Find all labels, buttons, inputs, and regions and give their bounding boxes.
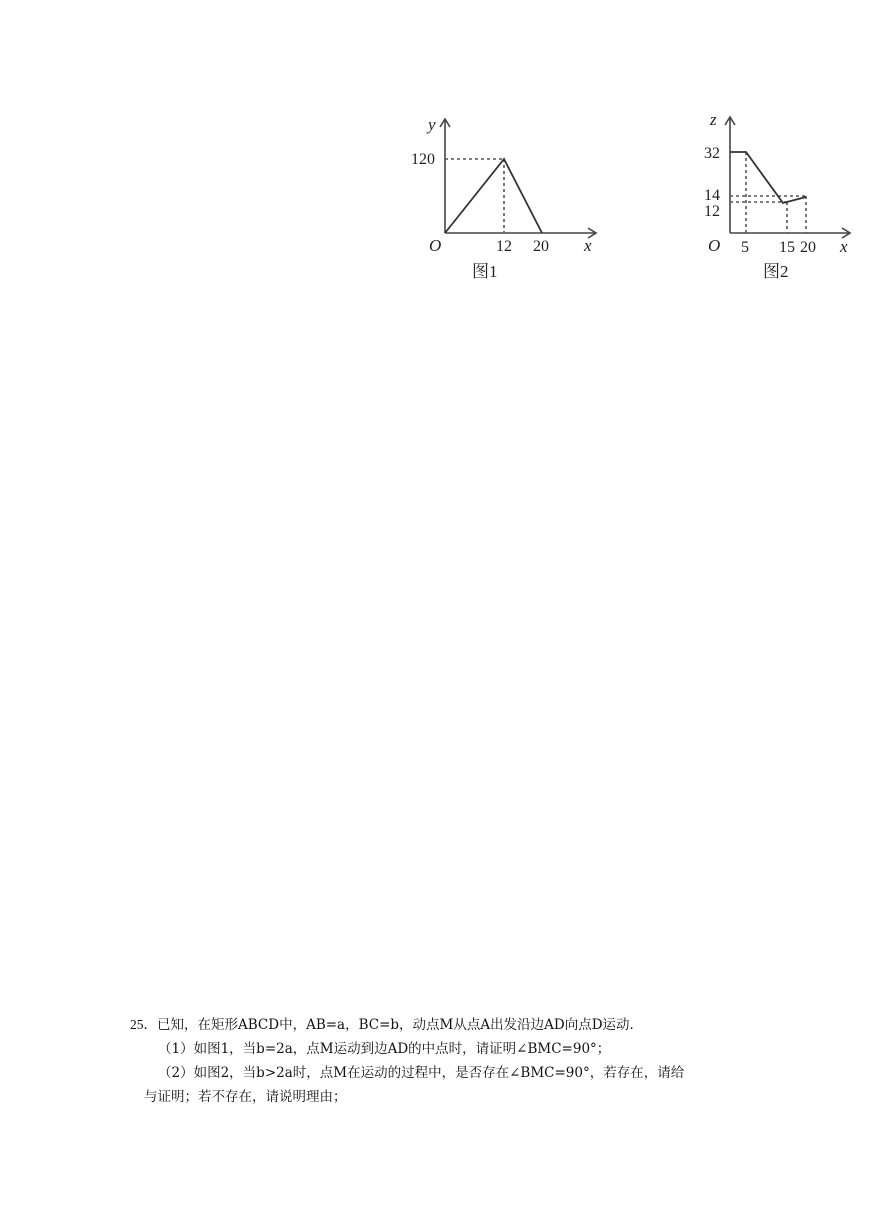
z-tick-14: 14 — [704, 187, 720, 204]
y-tick-120: 120 — [411, 151, 435, 168]
x-axis-label: x — [840, 237, 848, 256]
figure-2-graph — [690, 105, 855, 285]
z-tick-32: 32 — [704, 145, 720, 162]
x-tick-20: 20 — [800, 239, 816, 256]
x-tick-5: 5 — [741, 239, 749, 256]
figure-2 — [690, 105, 855, 285]
graph-line — [445, 159, 542, 233]
problem-part-2-line-1: （2）如图2，当b>2a时，点M在运动的过程中，是否存在∠BMC=90°，若存在，请给 — [158, 1065, 685, 1081]
figure-caption: 图1 — [472, 262, 498, 281]
x-tick-20: 20 — [533, 238, 549, 255]
problem-25 — [130, 1013, 770, 1109]
x-axis-label: x — [584, 236, 592, 255]
y-axis-label: y — [428, 115, 436, 134]
figure-caption: 图2 — [763, 262, 789, 281]
problem-intro: 已知，在矩形ABCD中，AB=a，BC=b，动点M从点A出发沿边AD向点D运动． — [157, 1017, 644, 1033]
problem-number: 25． — [130, 1017, 157, 1032]
origin-label: O — [708, 236, 721, 255]
x-tick-15: 15 — [779, 239, 795, 256]
problem-intro-line — [130, 1013, 770, 1037]
figure-1 — [400, 105, 605, 285]
figure-1-graph — [400, 105, 605, 285]
z-axis-label: z — [710, 110, 717, 129]
origin-label: O — [429, 236, 442, 255]
z-tick-12: 12 — [704, 203, 720, 220]
x-tick-12: 12 — [496, 238, 512, 255]
problem-part-1: （1）如图1，当b=2a，点M运动到边AD的中点时，请证明∠BMC=90°； — [158, 1041, 611, 1057]
problem-part-2-line-2: 与证明；若不存在，请说明理由； — [144, 1089, 347, 1105]
